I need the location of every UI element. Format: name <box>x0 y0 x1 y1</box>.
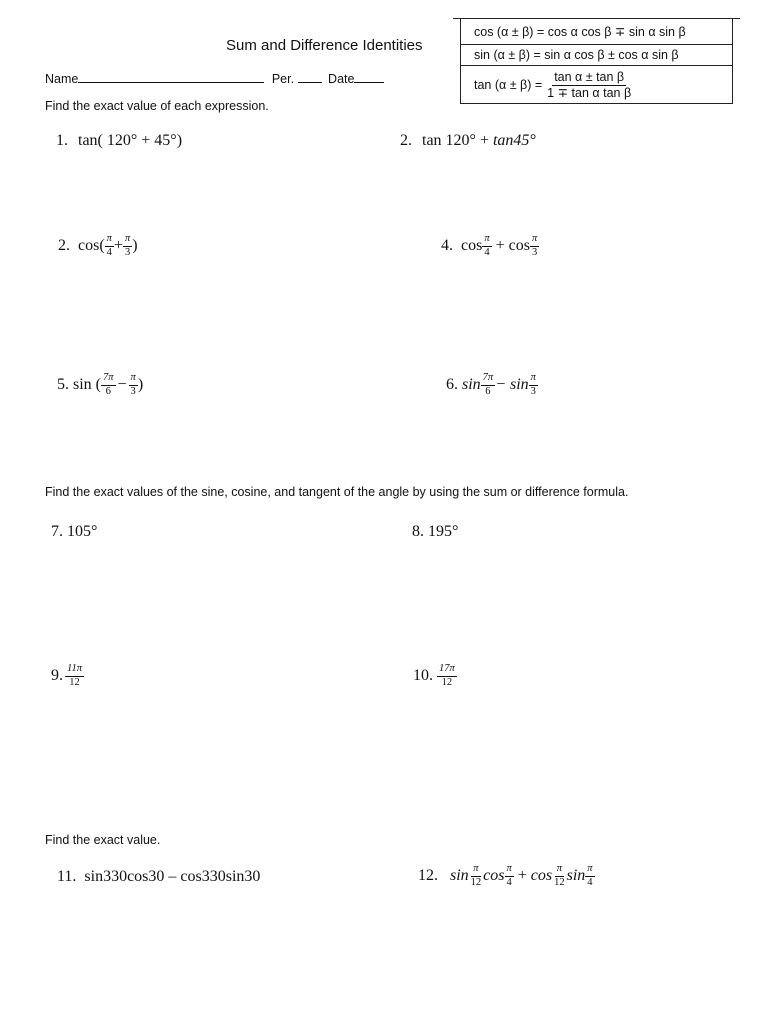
problem-3-frac-b-num: π <box>123 234 132 247</box>
problem-5-number: 5. <box>57 376 69 393</box>
problem-12-fn3: cos <box>530 867 553 884</box>
problem-6-frac-b <box>529 373 538 397</box>
problem-12-frac-d-num: π <box>585 864 594 877</box>
name-date-line <box>45 70 384 86</box>
tan-identity-denominator: 1 ∓ tan α tan β <box>547 85 632 100</box>
problem-12-number: 12. <box>418 867 438 884</box>
problem-3-frac-a-den: 4 <box>106 246 112 258</box>
problem-10-frac <box>437 664 457 688</box>
tan-identity-lhs: tan (α ± β) = <box>474 78 543 92</box>
problem-2-expression-a: tan 120° + <box>422 132 493 149</box>
problem-9 <box>51 664 84 688</box>
problem-3-op: + <box>113 237 123 254</box>
problem-5-frac-a <box>101 373 116 397</box>
problem-5-frac-a-den: 6 <box>105 385 111 397</box>
problem-9-frac <box>65 664 84 688</box>
problem-12-frac-c-num: π <box>555 864 564 877</box>
problem-11: 11. sin330cos30 – cos330sin30 <box>57 868 261 885</box>
problem-1 <box>56 132 182 150</box>
problem-6-fn1: sin <box>462 376 481 393</box>
problem-3 <box>58 234 138 258</box>
problem-5-frac-b <box>129 373 138 397</box>
tan-identity-fraction <box>545 71 633 99</box>
problem-12-frac-a <box>469 864 484 888</box>
problem-10-frac-num: 17π <box>437 664 457 677</box>
problem-3-fn: cos( <box>78 237 105 254</box>
problem-5-frac-a-num: 7π <box>101 373 116 386</box>
problem-9-frac-num: 11π <box>65 664 84 677</box>
problem-1-number: 1. <box>56 132 68 149</box>
problem-4-frac-b-num: π <box>530 234 539 247</box>
problem-4-frac-a-num: π <box>482 234 491 247</box>
problem-12-frac-c-den: 12 <box>554 876 565 888</box>
problem-6-frac-a <box>481 373 496 397</box>
problem-3-frac-a-num: π <box>105 234 114 247</box>
problem-12-fn1: sin <box>450 867 469 884</box>
problem-5-fn: sin ( <box>73 376 101 393</box>
section-2-instruction: Find the exact values of the sine, cosine, and tangent of the angle by using the sum or difference formula. <box>45 485 629 499</box>
problem-8: 8. 195° <box>412 523 459 540</box>
problem-5-op: − <box>117 376 127 393</box>
problem-4-op: + cos <box>491 237 530 254</box>
problem-12-frac-a-den: 12 <box>470 876 482 888</box>
problem-2-number: 2. <box>400 132 412 149</box>
problem-6-op: − sin <box>495 376 529 393</box>
problem-2 <box>400 132 536 150</box>
problem-4 <box>441 234 539 258</box>
problem-12-fn2: cos <box>483 867 505 884</box>
problem-6-number: 6. <box>446 376 458 393</box>
problem-10-frac-den: 12 <box>441 676 453 688</box>
problem-3-frac-a <box>105 234 114 258</box>
problem-5-frac-b-den: 3 <box>130 385 136 397</box>
section-1-instruction: Find the exact value of each expression. <box>45 99 269 113</box>
sin-identity: sin (α ± β) = sin α cos β ± cos α sin β <box>461 45 732 66</box>
problem-12-op: + <box>517 867 527 884</box>
problem-1-expression: tan( 120° + 45°) <box>78 132 183 149</box>
problem-12-frac-d <box>585 864 594 888</box>
problem-10 <box>413 664 457 688</box>
name-label: Name <box>45 72 79 86</box>
problem-6-frac-b-num: π <box>529 373 538 386</box>
problem-6-frac-a-num: 7π <box>481 373 496 386</box>
problem-4-frac-a <box>482 234 491 258</box>
problem-12-frac-b <box>505 864 514 888</box>
problem-3-close: ) <box>132 237 138 254</box>
problem-2-expression-b: tan45° <box>492 132 536 149</box>
problem-4-frac-b-den: 3 <box>531 246 538 258</box>
section-3-instruction: Find the exact value. <box>45 833 161 847</box>
cos-identity: cos (α ± β) = cos α cos β ∓ sin α sin β <box>461 19 732 45</box>
problem-12-frac-c <box>552 864 567 888</box>
problem-6 <box>446 373 538 397</box>
page-title: Sum and Difference Identities <box>226 37 423 54</box>
problem-4-number: 4. <box>441 237 453 254</box>
problem-3-frac-b <box>123 234 132 258</box>
problem-5-close: ) <box>137 376 144 393</box>
tan-identity-numerator: tan α ± tan β <box>554 70 625 84</box>
problem-3-frac-b-den: 3 <box>124 246 131 258</box>
per-label: Per. <box>271 72 295 86</box>
problem-7: 7. 105° <box>51 523 98 540</box>
problem-12-frac-b-num: π <box>505 864 514 877</box>
problem-4-frac-a-den: 4 <box>484 246 490 258</box>
problem-12 <box>418 864 595 888</box>
date-label: Date <box>328 72 355 86</box>
problem-6-frac-a-den: 6 <box>485 385 491 397</box>
name-blank[interactable] <box>78 70 264 83</box>
problem-12-frac-d-den: 4 <box>587 876 593 888</box>
date-blank[interactable] <box>354 70 384 83</box>
problem-9-number: 9. <box>51 667 63 684</box>
per-blank[interactable] <box>298 70 322 83</box>
problem-10-number: 10. <box>413 667 433 684</box>
problem-6-frac-b-den: 3 <box>530 385 536 397</box>
problem-12-fn4: sin <box>566 867 586 884</box>
problem-3-number: 2. <box>58 237 70 254</box>
problem-5 <box>57 373 143 397</box>
problem-4-fn1: cos <box>461 237 483 254</box>
problem-4-frac-b <box>530 234 539 258</box>
problem-9-frac-den: 12 <box>69 676 80 688</box>
problem-5-frac-b-num: π <box>129 373 138 386</box>
identity-table <box>460 18 733 104</box>
problem-12-frac-a-num: π <box>471 864 480 877</box>
tan-identity <box>461 66 732 104</box>
problem-12-frac-b-den: 4 <box>506 876 512 888</box>
